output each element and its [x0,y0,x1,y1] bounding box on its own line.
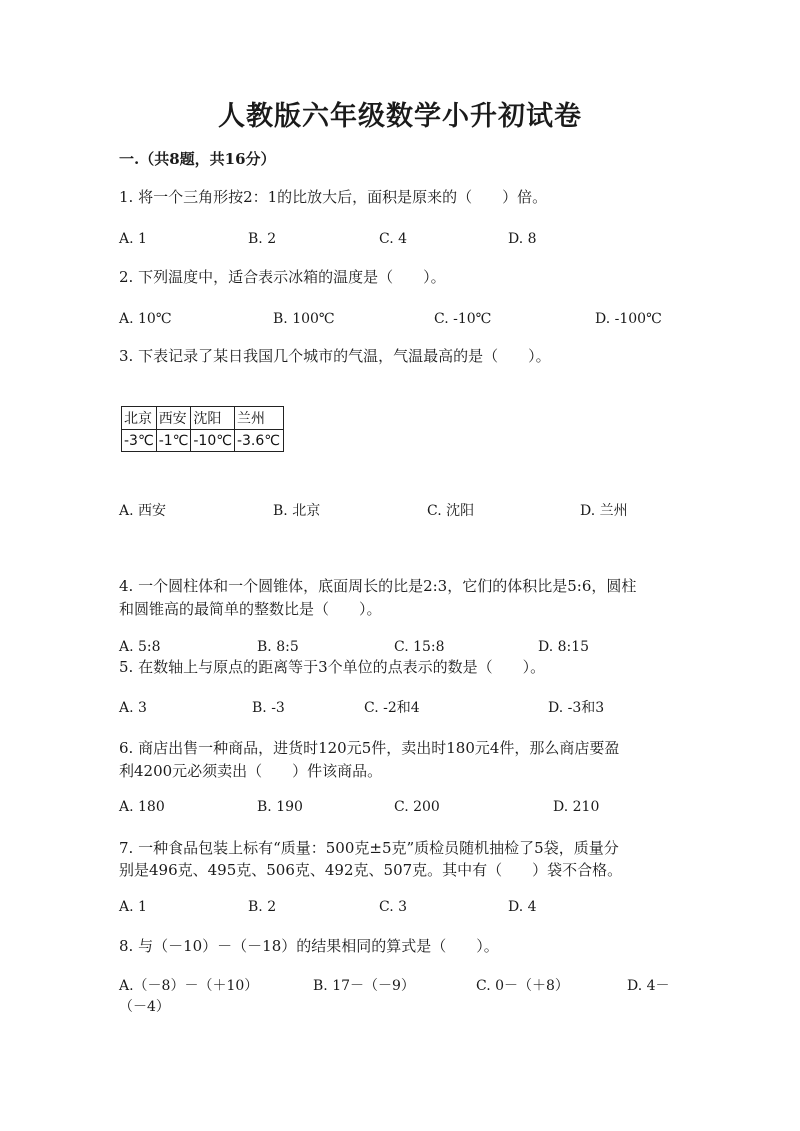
page-title: 人教版六年级数学小升初试卷 [218,101,582,132]
q5-option-d: D. -3和3 [548,700,605,716]
question-8-text: 8. 与（－10）－（－18）的结果相同的算式是（ ）。 [119,937,499,955]
question-4-line1: 4. 一个圆柱体和一个圆锥体，底面周长的比是2:3，它们的体积比是5:6，圆柱 [119,577,637,595]
question-7-line1: 7. 一种食品包装上标有“质量：500克±5克”质检员随机抽检了5袋，质量分 [119,839,619,857]
q3-option-a: A. 西安 [119,503,167,519]
q8-option-d: D. 4－ [627,978,670,994]
q7-option-b: B. 2 [248,899,277,915]
q2-option-d: D. -100℃ [595,311,662,327]
q6-option-b: B. 190 [257,799,303,815]
question-5-text: 5. 在数轴上与原点的距离等于3个单位的点表示的数是（ ）。 [119,658,546,676]
q8-option-c: C. 0－（＋8） [476,978,569,994]
q7-option-a: A. 1 [119,899,147,915]
table-cell: -3℃ [122,430,157,452]
q6-option-c: C. 200 [394,799,440,815]
q1-option-c: C. 4 [379,231,408,247]
question-6-line1: 6. 商店出售一种商品，进货时120元5件，卖出时180元4件，那么商店要盈 [119,739,620,757]
q1-option-d: D. 8 [508,231,537,247]
table-cell: 西安 [156,407,191,430]
table-cell: 兰州 [234,407,283,430]
table-row [122,407,284,430]
q4-option-b: B. 8:5 [257,639,299,655]
q6-option-d: D. 210 [553,799,600,815]
q6-option-a: A. 180 [119,799,165,815]
q4-option-a: A. 5:8 [119,639,161,655]
q3-option-d: D. 兰州 [580,503,628,519]
city-temperature-table [121,406,284,452]
q1-option-a: A. 1 [119,231,147,247]
q7-option-d: D. 4 [508,899,537,915]
question-4-line2: 和圆锥高的最简单的整数比是（ ）。 [119,600,382,618]
q5-option-a: A. 3 [119,700,147,716]
q8-option-d-continuation: （－4） [119,999,170,1015]
q2-option-a: A. 10℃ [119,311,172,327]
table-row [122,430,284,452]
q5-option-c: C. -2和4 [364,700,420,716]
q4-option-d: D. 8:15 [538,639,590,655]
table-cell: -10℃ [191,430,235,452]
question-7-line2: 别是496克、495克、506克、492克、507克。其中有（ ）袋不合格。 [119,861,623,879]
q1-option-b: B. 2 [248,231,277,247]
question-2-text: 2. 下列温度中，适合表示冰箱的温度是（ ）。 [119,268,446,286]
q2-option-c: C. -10℃ [434,311,492,327]
question-3-text: 3. 下表记录了某日我国几个城市的气温，气温最高的是（ ）。 [119,347,551,365]
q3-option-b: B. 北京 [273,503,321,519]
table-cell: 北京 [122,407,157,430]
q8-option-a: A.（－8）－（＋10） [119,978,259,994]
table-cell: 沈阳 [191,407,235,430]
table-cell: -3.6℃ [234,430,283,452]
section-heading: 一.（共8题，共16分） [119,150,276,168]
q4-option-c: C. 15:8 [394,639,445,655]
question-6-line2: 利4200元必须卖出（ ）件该商品。 [119,762,383,780]
table-cell: -1℃ [156,430,191,452]
q5-option-b: B. -3 [252,700,285,716]
q8-option-b: B. 17－（－9） [313,978,415,994]
question-1-text: 1. 将一个三角形按2：1的比放大后，面积是原来的（ ）倍。 [119,188,548,206]
q2-option-b: B. 100℃ [273,311,335,327]
q3-option-c: C. 沈阳 [427,503,475,519]
q7-option-c: C. 3 [379,899,408,915]
